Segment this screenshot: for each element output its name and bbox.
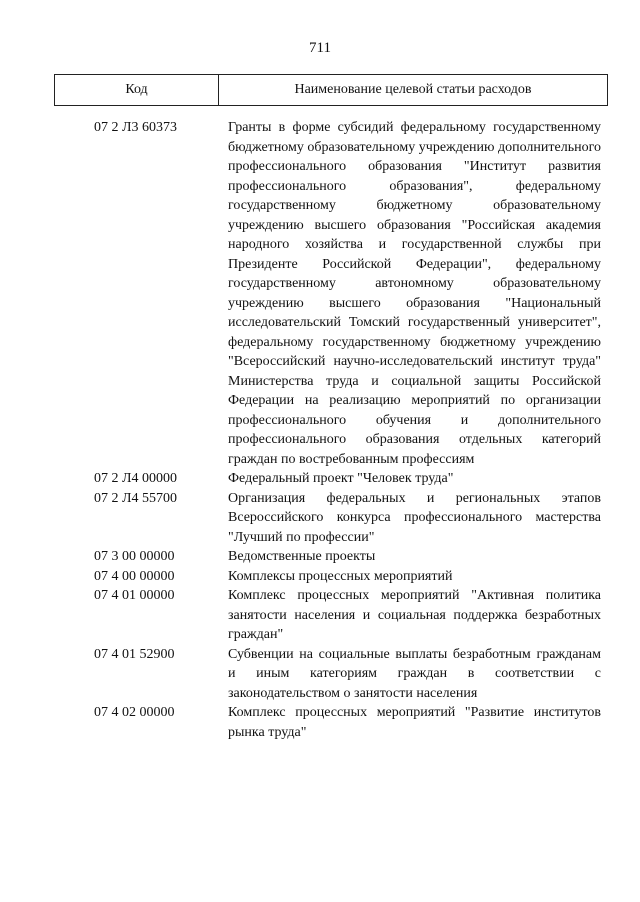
- row-name: Субвенции на социальные выплаты безработным гражданам и иным категориям граждан в соответствии с законодательством о занятости населения: [228, 646, 601, 701]
- row-name: Федеральный проект "Человек труда": [228, 471, 454, 486]
- header-code-column: Код: [55, 75, 219, 105]
- table-body: [0, 118, 640, 742]
- row-code: 07 4 01 00000: [94, 588, 175, 603]
- row-name: Комплекс процессных мероприятий "Активная политика занятости населения и социальная поддержка безработных граждан": [228, 588, 601, 642]
- table-row: [0, 567, 640, 587]
- table-header: [54, 74, 608, 106]
- table-row: [0, 547, 640, 567]
- table-row: [0, 703, 640, 742]
- table-row: [0, 489, 640, 548]
- table-row: [0, 586, 640, 645]
- row-name: Комплекс процессных мероприятий "Развитие институтов рынка труда": [228, 705, 601, 740]
- table-row: [0, 645, 640, 704]
- table-row: [0, 118, 640, 469]
- row-code: 07 4 01 52900: [94, 646, 175, 662]
- row-code: 07 2 Л3 60373: [94, 120, 177, 135]
- row-code: 07 2 Л4 00000: [94, 471, 177, 486]
- header-name-column: Наименование целевой статьи расходов: [294, 82, 532, 97]
- row-code: 07 3 00 00000: [94, 549, 175, 564]
- row-name: Комплексы процессных мероприятий: [228, 568, 453, 584]
- page-number: 711: [309, 40, 331, 56]
- row-name: Организация федеральных и региональных этапов Всероссийского конкурса профессионального мастерства "Лучший по профессии": [228, 490, 601, 545]
- row-code: 07 4 00 00000: [94, 568, 175, 584]
- row-name: Ведомственные проекты: [228, 549, 376, 564]
- table-row: [0, 469, 640, 489]
- row-code: 07 2 Л4 55700: [94, 490, 177, 506]
- row-code: 07 4 02 00000: [94, 705, 175, 720]
- row-name: Гранты в форме субсидий федеральному государственному бюджетному образовательному учреждению дополнительного профессионального образования "Институт развития профессионального образования", федеральному государственному бюджетному образовательному учреждению высшего образования "Российская академия народного хозяйства и государственной службы при Президенте Российской Федерации", федеральному государственному автономному образовательному учреждению высшего образования "Национальный исследовательский Томский государственный университет", федеральному государственному бюджетному учреждению "Всероссийский научно-исследовательский институт труда" Министерства труда и социальной защиты Российской Федерации на реализацию мероприятий по организации профессионального обучения и дополнительного профессионального образования отдельных категорий граждан по востребованным профессиям: [228, 120, 601, 467]
